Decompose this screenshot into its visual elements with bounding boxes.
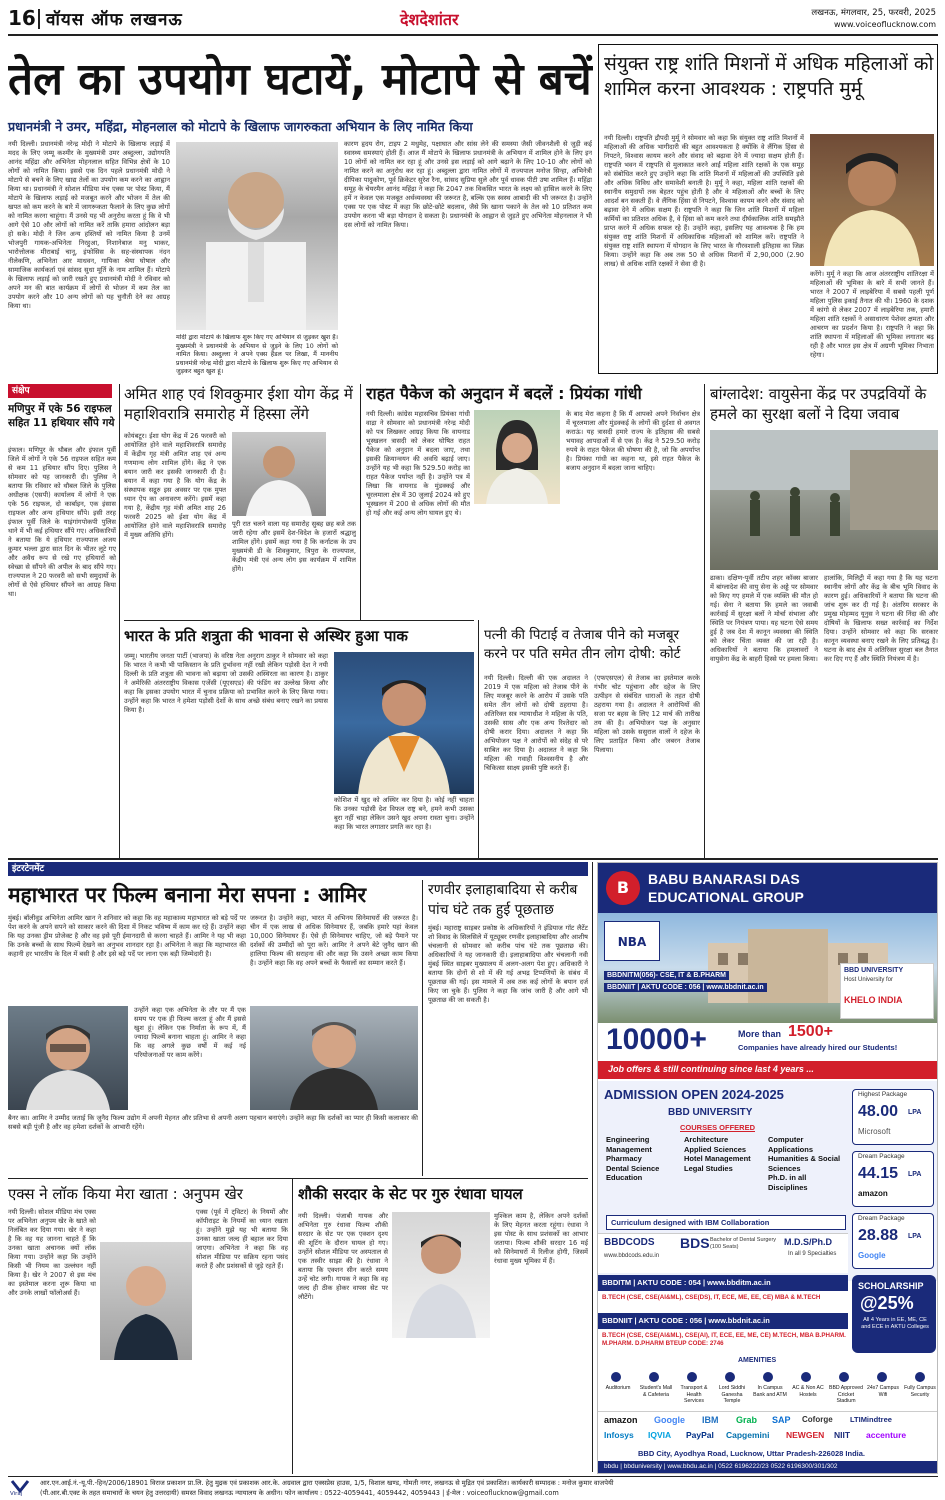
ad-bbdcods-url: www.bbdcods.edu.in [604, 1253, 660, 1259]
bangladesh-body-2: हालांकि, मिलिट्री में कहा गया है कि यह घटना स्थानीय लोगों और केंद्र के बीच भूमि विवाद के कारण हुई। अधिकारियों ने बताया कि घटना की जांच शुरू कर दी गई है। अंतरिम सरकार के प्रमुख मोहम्मद यूनुस ने घटना की निंदा की और दोषियों के खिलाफ सख्त कार्रवाई का निर्देश दिया। उन्होंने सोमवार को कहा कि सरकार कानून व्यवस्था बनाए रखने के लिए प्रतिबद्ध है। घटना के बाद क्षेत्र में अतिरिक्त सुरक्षा बल तैनात कर दिए गए हैं और स्थिति नियंत्रण में है। [824, 574, 938, 663]
amenities-row [598, 1367, 938, 1409]
murmu-photo [810, 134, 934, 266]
ad-more-than: More than [738, 1029, 782, 1039]
recruiter: PayPal [686, 1430, 714, 1440]
ad-dream: 44.15 [858, 1165, 899, 1182]
president-body: नयी दिल्ली। राष्ट्रपति द्रौपदी मुर्मू ने सोमवार को कहा कि संयुक्त राष्ट्र शांति मिशनों में महिलाओं की अधिक भागीदारी की बहुत आवश्यकता है क्योंकि वे लैंगिक हिंसा से निपटने, विश्वास कायम करने और संवाद को बढ़ावा देने में ज्यादा सक्षम होती हैं। राष्ट्रपति भवन में राष्ट्रपति से मुलाकात करने आईं महिला शांति रक्षकों के एक समूह को संबोधित करते हुए उन्होंने कहा कि शांति मिशनों में महिलाओं की उपस्थिति इसे और अधिक विविध और समावेशी बनाती है। मुर्मू ने कहा, महिला शांति रक्षकों की स्थानीय समुदायों तक बेहतर पहुंच होती है और वे महिलाओं और बच्चों के लिए आदर्श बन सकती हैं। वे लैंगिक हिंसा से निपटने, विश्वास कायम करने और संवाद को बढ़ावा देने में अधिक सक्षम हैं। राष्ट्रपति ने कहा कि जिन शांति मिशनों में महिला कर्मियों का प्रतिशत अधिक है, वे हिंसा को कम करने तथा दीर्घकालिक शांति समझौते प्राप्त करने में अधिक सफल रहे हैं। उन्होंने कहा, इसलिए यह आवश्यक है कि हम संयुक्त राष्ट्र शांति मिशनों में अधिकाधिक महिलाओं को शामिल करें। राष्ट्रपति ने संयुक्त राष्ट्र शांति स्थापना में योगदान के लिए भारत के गौरवशाली इतिहास का जिक्र किया। उन्होंने कहा कि अब तक 50 से अधिक मिशनों में 2,90,000 (2.90 लाख) से अधिक शांति रक्षकों ने सेवा दी है। [604, 134, 804, 268]
ad-dream-co: amazon [858, 1189, 888, 1198]
shah-photo [232, 432, 326, 516]
ad-bds: BDS [680, 1235, 710, 1251]
ad-bbdu: BBD UNIVERSITY [668, 1107, 753, 1118]
bbd-logo-icon: B [606, 871, 640, 905]
randhawa-body: नयी दिल्ली। पंजाबी गायक और अभिनेता गुरु रंधावा फिल्म शौकी सरदार के सेट पर एक एक्शन दृश्य की शूटिंग के दौरान घायल हो गए। उन्होंने सोशल मीडिया पर अस्पताल से एक तस्वीर साझा की है। रंधावा ने बताया कि एक्शन सीन करते समय उन्हें चोट लगी। गायक ने कहा कि वह जल्द ही ठीक होकर वापस सेट पर लौटेंगे। [298, 1212, 388, 1301]
recruiter: Capgemini [726, 1430, 770, 1440]
course-item: Dental Science [606, 1163, 660, 1173]
page-number: 16 [8, 6, 36, 30]
footer-imprint: आर.एन.आई.नं.-यू.पी.-हिन/2006/18901 विराज प्रकाशन प्रा.लि. हेतु मुद्रक एवं प्रकाशक आर.के. अग्रवाल द्वारा एक्सप्रेस हाउस, 1/5, विशाल खण्ड, गोमती नगर, लखनऊ से मुद्रित एवं प्रकाशित। कार्यकारी सम्पादक : मनोज कुमार वाजपेयी [40, 1479, 614, 1487]
course-item: Humanities & Social Sciences [768, 1154, 841, 1173]
ad-dream-label: Dream Package [858, 1153, 905, 1160]
ranveer-headline: रणवीर इलाहाबादिया से करीब पांच घंटे तक हुई पूछताछ [428, 882, 578, 918]
priyanka-body: नयी दिल्ली। कांग्रेस महासचिव प्रियंका गांधी वाद्रा ने सोमवार को प्रधानमंत्री नरेन्द्र मोदी को पत्र लिखकर आग्रह किया कि वायनाड भूस्खलन त्रासदी को लेकर घोषित राहत पैकेज को अनुदान में बदला जाए, तथा इसकी क्रियान्वयन की अवधि बढ़ाई जाए। उन्होंने यह भी कहा कि 529.50 करोड़ का राहत पैकेज पर्याप्त नहीं है। उन्होंने पत्र में लिखा कि वायनाड के मुंडक्कई और चूरलमाला क्षेत्र में 30 जुलाई 2024 को हुए भूस्खलन में 200 से अधिक लोगों की मौत हो गई और कई अन्य लोग घायल हुए थे। [366, 410, 470, 517]
course-item: Management [606, 1144, 652, 1154]
ad-mds-sub: In all 9 Specialties [788, 1251, 837, 1257]
shah-headline: अमित शाह एवं शिवकुमार ईशा योग केंद्र में महाशिवरात्रि समारोह में हिस्सा लेंगे [124, 385, 353, 423]
lead-headline: तेल का उपयोग घटायें, मोटापे से बचें [8, 54, 592, 105]
section-title: देशदेशांतर [400, 10, 459, 29]
lead-body: नयी दिल्ली। प्रधानमंत्री नरेन्द्र मोदी ने मोटापे के खिलाफ लड़ाई में मदद के लिए जम्मू कश्मीर के मुख्यमंत्री उमर अब्दुल्ला, उद्योगपति आनंद महिंद्रा और अभिनेता मोहनलाल सहित विभिन्न क्षेत्रों के 10 लोगों को नामित किया। इससे एक दिन पहले प्रधानमंत्री मोदी ने मोटापे से बचने के लिए खाद्य तेलों का उपयोग कम करने का आह्वान किया था। प्रधानमंत्री ने सोशल मीडिया मंच एक्स पर पोस्ट किया, मैं मोटापे के खिलाफ लड़ाई को मजबूत करने और भोजन में तेल की खपत को कम करने के बारे में जागरूकता फैलाने के लिए कुछ लोगों को नामित करना चाहूंगा। मैं उनसे यह भी अनुरोध करता हूं कि वे भी आगे ऐसे 10 और लोगों को नामित करें ताकि हमारा आंदोलन बड़ा हो सके। मोदी ने जिन अन्य हस्तियों को नामित किया है उनमें भोजपुरी गायक-अभिनेता निरहुआ, निशानेबाज मनु भाकर, भारोत्तोलक मीराबाई चानू, इंफोसिस के सह-संस्थापक नंदन नीलेकणि, अभिनेता आर माधवन, गायिका श्रेया घोषाल और सामाजिक कार्यकर्ता एवं सांसद सुधा मूर्ति के नाम शामिल हैं। मोटापे के खिलाफ लड़ाई को जारी रखते हुए प्रधानमंत्री मोदी ने रविवार को अपने मन की बात कार्यक्रम में लोगों से भोजन में कम तेल का उपयोग करने और 10 अन्य लोगों को यह चुनौती देने का आग्रह किया था। [8, 140, 170, 310]
course-list [606, 1135, 846, 1213]
aamir-body-4: बैनर का। आमिर ने उम्मीद जताई कि जुनैद फिल्म उद्योग में अपनी मेहनत और प्रतिभा से अपनी अलग पहचान बनाएंगे। उन्होंने कहा कि दर्शकों का प्यार ही किसी कलाकार की सबसे बड़ी पूंजी है और वह हमेशा दर्शकों के आभारी रहेंगे। [8, 1114, 418, 1131]
ad-brand: BABU BANARASI DAS [648, 871, 800, 887]
president-headline: संयुक्त राष्ट्र शांति मिशनों में अधिक महिलाओं को शामिल करना आवश्यक : राष्ट्रपति मुर्मू [604, 53, 934, 100]
aamir-photo-right [250, 1006, 418, 1110]
anupam-body: नयी दिल्ली। सोशल मीडिया मंच एक्स पर अभिनेता अनुपम खेर के खाते को निलंबित कर दिया गया। खेर ने कहा है कि वह यह जानना चाहते हैं कि उनका खाता अचानक क्यों लॉक किया गया। उन्होंने कहा कि उन्होंने किसी भी नियम का उल्लंघन नहीं किया है। खेर ने 2007 से इस मंच का इस्तेमाल करना शुरू किया था और उनके लाखों फॉलोअर्स हैं। [8, 1208, 96, 1297]
course-item: Pharmacy [606, 1154, 642, 1163]
randhawa-headline: शौकी सरदार के सेट पर गुरु रंधावा घायल [298, 1185, 523, 1203]
entertainment-label: इंटरटेनमेंट [12, 864, 45, 874]
ad-bbdnitm: BBDNITM(056)- CSE, IT & B.PHARM [604, 971, 729, 980]
ad-khelo: KHELO INDIA [844, 995, 903, 1005]
recruiter: accenture [866, 1430, 907, 1440]
ad-bbditm-courses: B.TECH (CSE, CSE(AI&ML), CSE(DS), IT, ECE, ME, EE, CE) MBA & M.TECH [602, 1294, 821, 1301]
masthead [8, 4, 938, 40]
brief-headline: मणिपुर में एके 56 राइफल सहित 11 हथियार सौंपे गये [8, 403, 115, 429]
shah-body: कोयंबटूर। ईशा योग केंद्र में 26 फरवरी को आयोजित होने वाले महाशिवरात्रि समारोह में केंद्रीय गृह मंत्री अमित शाह एवं अन्य गणमान्य लोग शामिल होंगे। केंद्र ने एक बयान जारी कर इसकी जानकारी दी है। बयान में कहा गया है कि योग केंद्र के संस्थापक सद्गुरु इस अवसर पर एक मुफ्त ध्यान ऐप का अनावरण करेंगे। इसमें कहा गया है, केंद्रीय गृह मंत्री अमित शाह 26 फरवरी 2025 को ईशा योग केंद्र में आयोजित होने वाले महाशिवरात्रि समारोह में मुख्य अतिथि होंगे। [124, 432, 226, 539]
anupam-headline: एक्स ने लॉक किया मेरा खाता : अनुपम खेर [8, 1185, 243, 1203]
bbd-advertisement[interactable] [597, 862, 938, 1474]
amenity: 24x7 Campus Wifi [866, 1385, 899, 1398]
lead-photo-caption: मोदी द्वारा मोटापे के खिलाफ शुरू किए गए अभियान से जुड़कर खुश हैं। मुख्यमंत्री ने प्रधानमंत्री के अभियान से जुड़ने के लिए 10 लोगों को नामित किया। अब्दुल्ला ने अपने एक्स हैंडल पर लिखा, मैं माननीय प्रधानमंत्री नरेन्द्र मोदी द्वारा मोटापे के खिलाफ शुरू किए गए अभियान से जुड़कर बहुत खुश हूं। [176, 334, 338, 375]
ad-footer-contact[interactable]: bbdu | bbduniversity | www.bbdu.ac.in | 0522 6196222/23 0522 6196300/301/302 [604, 1463, 838, 1470]
course-item: Hotel Management [684, 1154, 751, 1163]
recruiter: NIIT [834, 1430, 851, 1440]
bangladesh-headline: बांग्लादेश: वायुसेना केंद्र पर उपद्रवियों के हमले का सुरक्षा बलों ने दिया जवाब [710, 385, 927, 423]
aamir-headline: महाभारत पर फिल्म बनाना मेरा सपना : आमिर [8, 883, 367, 907]
ranveer-body: मुंबई। महाराष्ट्र साइबर प्रकोष्ठ के अधिकारियों ने इंडियाज गॉट लैटेंट शो विवाद के सिलसिले में यूट्यूबर रणवीर इलाहाबादिया और आशीष चंचलानी से सोमवार को करीब पांच घंटे तक पूछताछ की। अधिकारियों ने यह जानकारी दी। इलाहाबादिया और चंचलानी नवी मुंबई स्थित साइबर मुख्यालय में अलग-अलग पेश हुए। अधिकारी ने बताया कि दोनों से शो में की गई अभद्र टिप्पणियों के संबंध में पूछताछ की गई। इस मामले में अब तक कई लोगों के बयान दर्ज किए जा चुके हैं। पुलिस ने कहा कि जांच जारी है और आगे भी पूछताछ की जा सकती है। [428, 924, 588, 1004]
ad-offers: Job offers & still continuing since last 4 years ... [608, 1064, 814, 1074]
ad-companies: 1500+ [788, 1023, 833, 1040]
amenity: Lord Siddhi Ganesha Temple [718, 1385, 746, 1404]
aamir-body-3: उन्होंने कहा एक अभिनेता के तौर पर मैं एक समय पर एक ही फिल्म करता हूं और मैं इससे खुश हूं। लेकिन एक निर्माता के रूप में, मैं ज्यादा फिल्में बनाना चाहता हूं। आमिर ने कहा कि वह अगले कुछ वर्षों में कई नई परियोजनाओं पर काम करेंगे। [134, 1006, 246, 1059]
ad-bbdniit-row[interactable]: BBDNIIT | AKTU CODE : 056 | www.bbdnit.ac.in [602, 1316, 770, 1325]
ad-scholarship-sub: All 4 Years in EE, ME, CE and ECE in AKTU Colleges [861, 1317, 929, 1330]
course-item: Computer Applications [768, 1135, 814, 1154]
lead-subhead: प्रधानमंत्री ने उमर, महिंद्रा, मोहनलाल को मोटापे के खिलाफ जागरुकता अभियान के लिए नामित किया [8, 119, 473, 134]
ad-dream2-co: Google [858, 1251, 886, 1260]
shah-body-2: पूरी रात चलने वाला यह समारोह सुबह छह बजे तक जारी रहेगा और इसमें देश-विदेश के हजारों श्रद्धालु शामिल होंगे। इसमें कहा गया है कि कर्नाटक के उप मुख्यमंत्री डी के शिवकुमार, त्रिपुरा के राज्यपाल, केंद्रीय मंत्री एवं अन्य लोग इस कार्यक्रम में शामिल होंगे। [232, 520, 356, 573]
priyanka-headline: राहत पैकेज को अनुदान में बदलें : प्रियंका गांधी [366, 384, 642, 403]
bangladesh-body: ढाका। दक्षिण-पूर्वी तटीय शहर कॉक्स बाजार में बांग्लादेश की वायु सेना के अड्डे पर सोमवार को किए गए हमले में एक व्यक्ति की मौत हो गई। सेना ने बताया कि हमले का जवाबी कार्रवाई में सुरक्षा बलों ने मोर्चा संभाला और स्थिति पर नियंत्रण पाया। यह घटना ऐसे समय हुई है जब देश में कानून व्यवस्था की स्थिति को लेकर चिंता व्यक्त की जा रही है। अधिकारियों ने बताया कि हमलावरों ने वायुसेना केंद्र के बाहरी हिस्से पर हमला किया। [710, 574, 818, 663]
ad-big-number: 10000+ [606, 1023, 707, 1056]
recruiter: amazon [604, 1415, 638, 1425]
amenity: Fully Campus Security [904, 1385, 936, 1398]
course-item: Education [606, 1173, 643, 1182]
amenity: In Campus Bank and ATM [753, 1385, 787, 1398]
dateline: लखनऊ, मंगलवार, 25, फरवरी, 2025 [811, 8, 936, 18]
recruiter-logos [598, 1411, 938, 1447]
president-body-2: करेंगे। मुर्मू ने कहा कि आज अंतरराष्ट्रीय शांतिरक्षा में महिलाओं की भूमिका के बारे में सभी जानते हैं। भारत ने 2007 में लाइबेरिया में सबसे पहली पूर्ण महिला पुलिस इकाई तैनात की थी। 1960 के दशक में कांगो से लेकर 2007 में लाइबेरिया तक, हमारी महिला शांति रक्षकों ने असाधारण पेशेवर क्षमता और आचरण का प्रदर्शन किया है। राष्ट्रपति ने कहा कि शांति स्थापना में महिलाओं की भूमिका लगातार बढ़ रही है और भारत इस क्षेत्र में अग्रणी भूमिका निभाता रहेगा। [810, 270, 934, 359]
recruiter: Grab [736, 1415, 758, 1425]
footer-imprint-2: (पी.आर.बी.एक्ट के तहत समाचारों के चयन हेतु उत्तरदायी) समस्त विवाद लखनऊ न्यायालय के अधीन। फोन कार्यालय : 0522-4059441, 4059442, 4059443 | ई-मेल : voiceoflucknow@gmail.com [40, 1489, 559, 1497]
amenity: Auditorium [605, 1385, 631, 1391]
ad-scholarship: SCHOLARSHIP [858, 1281, 924, 1291]
ad-dream2-label: Dream Package [858, 1215, 905, 1222]
course-item: Engineering [606, 1135, 650, 1144]
anupam-photo [100, 1242, 192, 1360]
ad-mds: M.D.S/Ph.D [784, 1237, 833, 1247]
recruiter: NEWGEN [786, 1430, 825, 1440]
ad-university: BBD UNIVERSITY [844, 967, 904, 974]
ad-bbdniit: BBDNIIT | AKTU CODE : 056 | www.bbdnit.ac.in [604, 983, 767, 992]
bangladesh-photo [710, 430, 938, 570]
recruiter: SAP [772, 1415, 791, 1425]
recruiter: Google [654, 1415, 685, 1425]
viraj-logo: Viraj [10, 1491, 23, 1497]
course-item: Ph.D. in all Disciplines [768, 1173, 808, 1192]
ad-brand-2: EDUCATIONAL GROUP [648, 889, 804, 905]
amenity: Student's Mall & Cafeteria [639, 1385, 673, 1398]
randhawa-photo [392, 1212, 490, 1338]
court-body: नयी दिल्ली। दिल्ली की एक अदालत ने 2019 में एक महिला को तेजाब पीने के लिए मजबूर करने के आरोप में उसके पति समेत तीन लोगों को दोषी ठहराया है। अतिरिक्त सत्र न्यायाधीश ने महिला के पति, उसकी सास और एक अन्य रिश्तेदार को दोषी करार दिया। अदालत ने कहा कि अभियोजन पक्ष ने आरोपों को संदेह से परे साबित कर दिया है। अदालत ने कहा कि महिला की गवाही विश्वसनीय है और चिकित्सा साक्ष्य इसकी पुष्टि करते हैं। [484, 674, 588, 772]
recruiter: LTIMindtree [850, 1415, 892, 1424]
ad-highest-label: Highest Package [858, 1091, 908, 1098]
ad-dream2-unit: LPA [908, 1233, 922, 1240]
aamir-body: मुंबई। बॉलीवुड अभिनेता आमिर खान ने शनिवार को कहा कि वह महाकाव्य महाभारत को बड़े पर्दे पर पेश करने के अपने सपने को साकार करने की दिशा में निकट भविष्य में काम कर रहे हैं। उन्होंने कहा कि यह उनका ड्रीम प्रोजेक्ट है और वह इसे पूरी ईमानदारी से करना चाहते हैं। आमिर ने यह भी कहा कि उनके बच्चों के साथ फिल्में देखने का अनुभव शानदार रहा है। अभिनेता ने कहा कि महाभारत की कहानी हर भारतीय के दिल में बसी है और इसे बड़े पर्दे पर लाना एक बड़ी जिम्मेदारी है। [8, 914, 246, 958]
recruiter: IBM [702, 1415, 719, 1425]
aamir-photo-left [8, 1006, 128, 1110]
ad-bbdcods: BBDCODS [604, 1237, 655, 1248]
recruiter: IQVIA [648, 1430, 672, 1440]
ad-admission: ADMISSION OPEN 2024-2025 [604, 1087, 784, 1102]
ad-amenities-label: AMENITIES [738, 1357, 777, 1364]
amenity: Transport & Health Services [680, 1385, 708, 1404]
cmyk-strip [6, 1490, 46, 1499]
ad-bbdniit-courses: B.TECH (CSE, CSE(AI&ML), CSE(AI), IT, ECE, EE, ME, CE) M.TECH, MBA B.PHARM. M.PHARM. D.PHARM BTEUP CODE: 2746 [602, 1332, 846, 1347]
paper-name: वॉयस ऑफ लखनऊ [46, 10, 183, 30]
ad-bds-sub: Bachelor of Dental Surgery (100 Seats) [710, 1237, 777, 1250]
pak-headline: भारत के प्रति शत्रुता की भावना से अस्थिर हुआ पाक [124, 627, 408, 645]
recruiter: Coforge [802, 1415, 833, 1424]
lead-body-2: कारण हृदय रोग, टाइप 2 मधुमेह, पक्षाघात और सांस लेने की समस्या जैसी जीवनशैली से जुड़ी कई स्वास्थ्य समस्याएं होती हैं। आज मैं मोटापे के खिलाफ प्रधानमंत्री के अभियान में शामिल होने के लिए इन 10 लोगों को नामित कर रहा हूं और उनसे इस लड़ाई को आगे बढ़ाने के लिए 10-10 और लोगों को नामित करने का अनुरोध कर रहा हूं। अब्दुल्ला द्वारा नामित लोगों में राज्यपाल मनोज सिन्हा, अभिनेत्री दीपिका पादुकोण, पूर्व क्रिकेटर सुरेश रैना, सांसद सुप्रिया सुले और पूर्व धावक पीटी उषा शामिल हैं। महिंद्रा समूह के चेयरमैन आनंद महिंद्रा ने कहा कि 2047 तक विकसित भारत के लक्ष्य को हासिल करने के लिए हमें न केवल एक मजबूत अर्थव्यवस्था की जरूरत है, बल्कि एक स्वस्थ आबादी की भी जरूरत है। उन्होंने एक्स पर एक पोस्ट में कहा कि छोटे-छोटे बदलाव, जैसे कि खाना पकाने के तेल को 10 प्रतिशत कम उपयोग करना भी बड़ा योगदान दे सकता है। प्रधानमंत्री के आह्वान से जुड़ते हुए अभिनेता मोहनलाल ने भी दस लोगों को नामित किया। [344, 140, 592, 229]
anupam-body-2: एक्स (पूर्व में ट्विटर) के नियमों और कॉपीराइट के नियमों का ध्यान रखता हूं। उन्होंने मुझे यह भी बताया कि उनका खाता जल्द ही बहाल कर दिया जाएगा। अभिनेता ने कहा कि वह सोशल मीडिया पर सक्रिय रहना पसंद करते हैं और प्रशंसकों से जुड़े रहते हैं। [196, 1208, 288, 1270]
course-item: Applied Sciences [684, 1144, 747, 1154]
court-body-2: (एफएसएल) से तेजाब का इस्तेमाल करके गंभीर चोट पहुंचाना और दहेज के लिए उत्पीड़न से संबंधित धाराओं के तहत दोषी ठहराया गया है। अदालत ने आरोपियों की सजा पर बहस के लिए 12 मार्च की तारीख तय की है। अभियोजन पक्ष के अनुसार महिला को उसके ससुराल वालों ने दहेज के लिए प्रताड़ित किया और जबरन तेजाब पिलाया। [594, 674, 700, 754]
ad-address: BBD City, Ayodhya Road, Lucknow, Uttar Pradesh-226028 India. [638, 1449, 865, 1458]
priyanka-photo [474, 410, 560, 504]
nba-badge: NBA [604, 921, 660, 961]
website[interactable]: www.voiceoflucknow.com [833, 20, 936, 29]
course-item: Legal Studies [684, 1163, 733, 1173]
priyanka-body-2: के बाद मेरा कहना है कि मैं आपको अपने निर्वाचन क्षेत्र में चूरलमाला और मुंडक्कई के लोगों की दुर्दशा से अवगत कराऊं। यह त्रासदी हमारे राज्य के इतिहास की सबसे भयावह आपदाओं में से एक है। केंद्र ने 529.50 करोड़ रुपये के राहत पैकेज की घोषणा की है, जो कि अपर्याप्त है। प्रियंका गांधी का कहना था, इसे राहत पैकेज के बजाय अनुदान में बदला जाना चाहिए। [566, 410, 700, 472]
brief-body: इंफाल। मणिपुर के थौबल और इंफाल पूर्वी जिले में लोगों ने एके 56 राइफल सहित कम से कम 11 हथियार सौंप दिए। पुलिस ने सोमवार को यह जानकारी दी। पुलिस ने बताया कि रविवार को थौबल जिले के पुलिस अधीक्षक (एसपी) कार्यालय में लोगों ने एक एके 56 राइफल, दो कार्बाइन, एक इंसास राइफल और अन्य हथियार सौंपे। इसी तरह इंफाल पूर्वी जिले के याइंगांगपोकपी पुलिस थाने में भी कई हथियार सौंपे गए। अधिकारियों ने बताया कि ये हथियार राज्यपाल अजय कुमार भल्ला द्वारा सात दिन के भीतर लूटे गए और अवैध रूप से रखे गए हथियारों को स्वेच्छा से सौंपने की अपील के बाद सौंपे गए। राज्यपाल ने 20 फरवरी को सभी समुदायों के लोगों से ऐसे हथियार सौंपने का आग्रह किया था। [8, 446, 116, 598]
ad-university-sub: Host University for [844, 977, 894, 983]
thakur-photo [334, 652, 474, 794]
course-item: Architecture [684, 1135, 729, 1144]
ad-courses-label: COURSES OFFERED [680, 1123, 756, 1132]
recruiter: Infosys [604, 1430, 634, 1440]
pak-body: जम्मू। भारतीय जनता पार्टी (भाजपा) के वरिष्ठ नेता अनुराग ठाकुर ने सोमवार को कहा कि भारत ने कभी भी पाकिस्तान के प्रति दुर्भावना नहीं रखी लेकिन पड़ोसी देश ने नयी दिल्ली के प्रति शत्रुता की भावना को बढ़ाया जो उसकी अस्थिरता का कारण है। ठाकुर ने अमेरिकी अंतरराष्ट्रीय विकास एजेंसी (यूएसएड) की फंडिंग का उल्लेख किया और कहा कि इसका उपयोग भारत में चुनाव प्रक्रिया को प्रभावित करने के लिए किया गया। उन्होंने कहा कि भारत ने हमेशा पड़ोसी देशों के साथ अच्छे संबंध बनाए रखने का प्रयास किया है। [124, 652, 328, 714]
ad-ibm: Curriculum designed with IBM Collaboration [606, 1215, 846, 1230]
amenity-icons [610, 1369, 930, 1383]
aamir-body-2: जरूरत है। उन्होंने कहा, भारत में अभिनय सिनेमाघरों की जरूरत है। चीन में एक लाख से अधिक सिनेमाघर हैं, जबकि हमारे यहां केवल 10,000 सिनेमाघर हैं। ऐसे ही सिनेमाघर चाहिए, जो बड़े पैमाने पर दर्शकों की उम्मीदों को पूरा करें। आमिर ने अपने बेटे जुनैद खान की हालिया फिल्म की सराहना की और कहा कि उसने अच्छा काम किया है। उन्होंने कहा कि वह अपने बच्चों के फैसलों का सम्मान करते हैं। [250, 914, 418, 967]
ad-dream-unit: LPA [908, 1171, 922, 1178]
brief-label: संक्षेप [8, 384, 112, 398]
ad-highest: 48.00 [858, 1103, 899, 1120]
amenity: BBD Approved Cricket Stadium [828, 1385, 864, 1404]
ad-highest-co: Microsoft [858, 1127, 891, 1136]
ad-highest-unit: LPA [908, 1109, 922, 1116]
entertainment-band [8, 862, 588, 876]
modi-photo [176, 142, 338, 330]
ad-dream2: 28.88 [858, 1227, 899, 1244]
ad-bbditm[interactable]: BBDITM | AKTU CODE : 054 | www.bbditm.ac.in [602, 1278, 771, 1287]
court-headline: पत्नी की पिटाई व तेजाब पीने को मजबूर करने पर पति समेत तीन लोग दोषी: कोर्ट [484, 627, 681, 662]
randhawa-body-2: मुश्किल काम है, लेकिन अपने दर्शकों के लिए मेहनत करता रहूंगा। रंधावा ने इस पोस्ट के साथ प्रशंसकों का आभार जताया। फिल्म शौकी सरदार 16 मई को सिनेमाघरों में रिलीज होगी, जिसमें रंधावा मुख्य भूमिका में हैं। [494, 1212, 588, 1265]
amenity: AC & Non AC Hostels [792, 1385, 824, 1398]
ad-scholarship-pct: @25% [860, 1293, 914, 1313]
ad-companies-txt: Companies have already hired our Students! [738, 1043, 898, 1052]
pak-caption: कोशिश में खुद को अस्थिर कर दिया है। कोई नहीं चाहता कि उनका पड़ोसी देश विफल राष्ट्र बने, हमने कभी उसका बुरा नहीं चाहा लेकिन उसने खुद अपना रास्ता चुना। उन्होंने कहा कि भारत लगातार प्रगति कर रहा है। [334, 796, 474, 831]
